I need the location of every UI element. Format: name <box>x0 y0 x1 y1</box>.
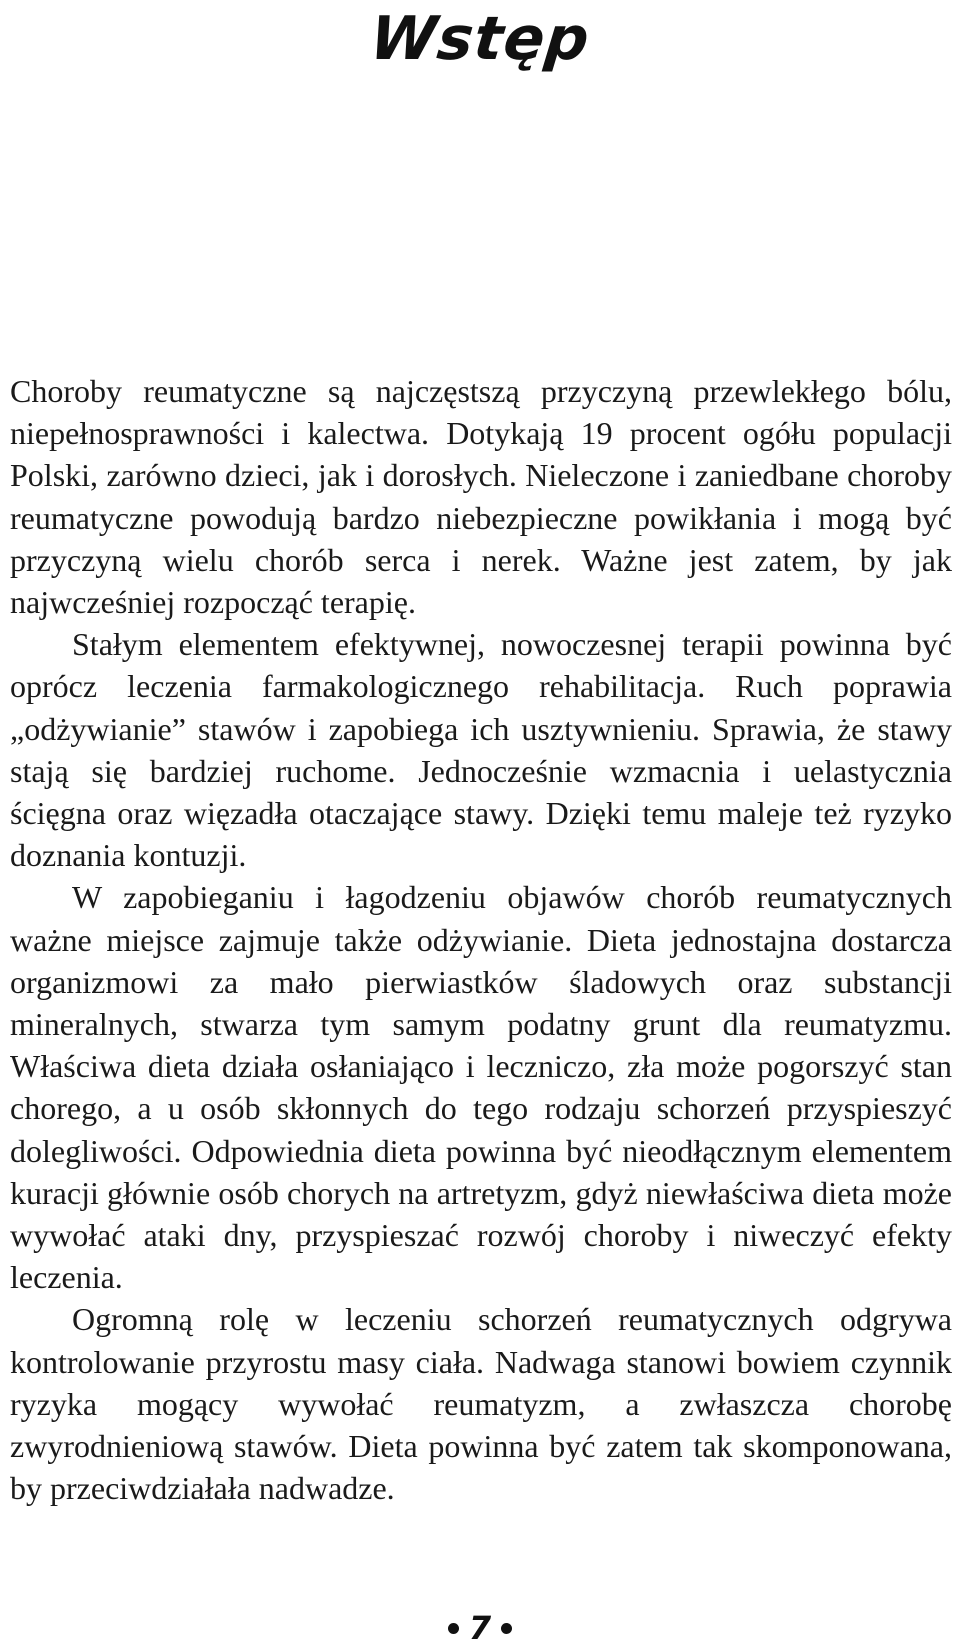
page-number: 7 <box>468 1609 492 1647</box>
bullet-dot-icon <box>501 1623 512 1634</box>
body-text <box>10 370 952 1509</box>
paragraph-3: W zapobieganiu i łagodzeniu objawów chorób reumatycznych ważne miejsce zajmuje także odżywianie. Dieta jednostajna dostarcza organizmowi za mało pierwiastków śladowych oraz substancji mineralnych, stwarza tym samym podatny grunt dla reumatyzmu. Właściwa dieta działa osłaniająco i leczniczo, zła może pogorszyć stan chorego, a u osób skłonnych do tego rodzaju schorzeń przyspieszyć dolegliwości. Odpowiednia dieta powinna być nieodłącznym elementem kuracji głównie osób chorych na artretyzm, gdyż niewłaściwa dieta może wywołać ataki dny, przyspieszać rozwój choroby i niweczyć efekty leczenia. <box>10 879 952 1296</box>
page-footer <box>0 1609 960 1647</box>
bullet-dot-icon <box>448 1623 459 1634</box>
paragraph-1: Choroby reumatyczne są najczęstszą przyczyną przewlekłego bólu, niepełnosprawności i kalectwa. Dotykają 19 procent ogółu populacji Polski, zarówno dzieci, jak i dorosłych. Nieleczone i zaniedbane choroby reumatyczne powodują bardzo niebezpieczne powikłania i mogą być przyczyną wielu chorób serca i nerek. Ważne jest zatem, by jak najwcześniej rozpocząć terapię. <box>10 373 952 621</box>
paragraph-4: Ogromną rolę w leczeniu schorzeń reumatycznych odgrywa kontrolowanie przyrostu masy ciała. Nadwaga stanowi bowiem czynnik ryzyka mogący wywołać reumatyzm, a zwłaszcza chorobę zwyrodnieniową stawów. Dieta powinna być zatem tak skomponowana, by przeciwdziałała nadwadze. <box>10 1301 952 1507</box>
page-title: Wstęp <box>366 4 594 74</box>
paragraph-2: Stałym elementem efektywnej, nowoczesnej terapii powinna być oprócz leczenia farmakologicznego rehabilitacja. Ruch poprawia „odżywianie” stawów i zapobiega ich usztywnieniu. Sprawia, że stawy stają się bardziej ruchome. Jednocześnie wzmacnia i uelastycznia ścięgna oraz więzadła otaczające stawy. Dzięki temu maleje też ryzyko doznania kontuzji. <box>10 626 952 874</box>
